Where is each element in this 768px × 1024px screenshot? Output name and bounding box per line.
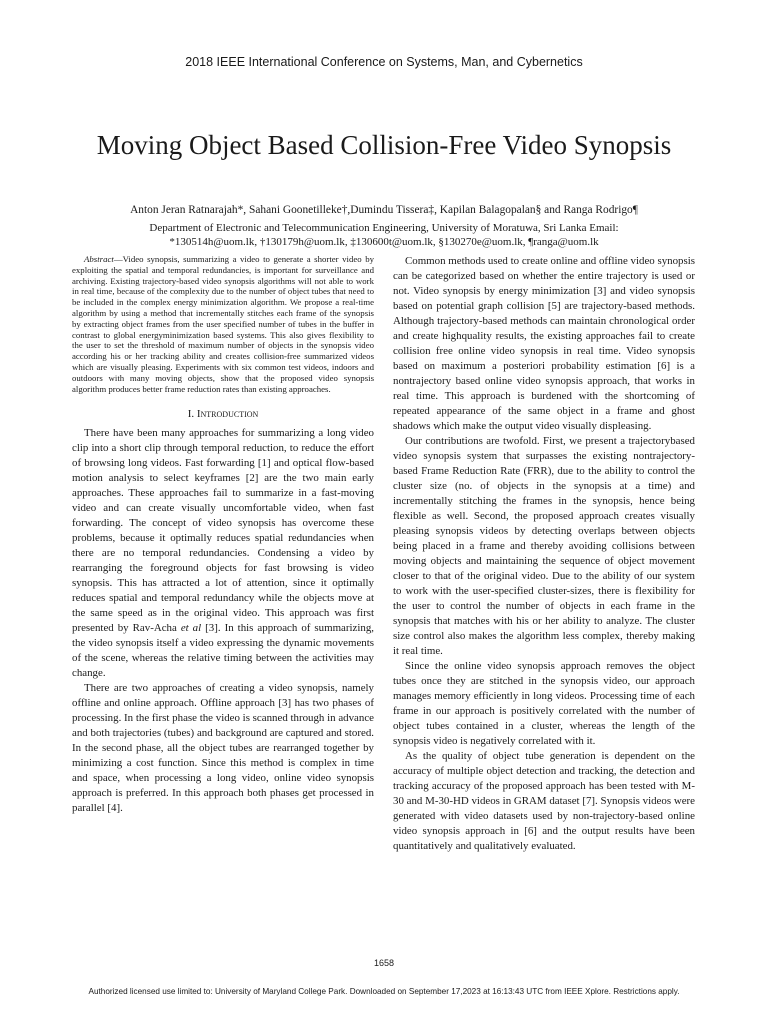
paragraph: Since the online video synopsis approach removes the object tubes once they are stitched in the synopsis video, our approach manages memory efficiently in long videos. Processing time of each frame in our approach is positively correlated with the number of object tubes contained in a cluster, whereas the length of the synopsis video is negatively correlated with it. (393, 660, 695, 747)
section-title: Introduction (196, 408, 259, 421)
conference-header: 2018 IEEE International Conference on Systems, Man, and Cybernetics (185, 55, 583, 69)
paragraph-text: There have been many approaches for summarizing a long video clip into a short clip through temporal reduction, to reduce the effort of browsing long videos. Fast forwarding [1] and optical flow-based motion analysis to select keyframes [2] are the two main early approaches. These approaches fail to summarize in a fast-moving video and can create visually uncomfortable video, when fast forwarding. The concept of video synopsis has overcome these problems, because it optimally reduces spatial redundancies when there are no temporal redundancies. Condensing a video by rearranging the foreground objects for fast browsing is video synopsis. This has attracted a lot of attention, since it optimally reduces spatial and temporal redundancy while the objects move at the same speed as in the original video. This approach was first presented by (72, 427, 374, 635)
affiliation: Department of Electronic and Telecommunication Engineering, University of Moratuwa, Sri Lanka Email: (149, 222, 619, 234)
paragraph (72, 426, 374, 681)
page-number: 1658 (373, 958, 395, 968)
email-list: *130514h@uom.lk, †130179h@uom.lk, ‡130600t@uom.lk, §130270e@uom.lk, ¶ranga@uom.lk (169, 236, 599, 248)
section-heading (72, 408, 374, 420)
right-column (393, 254, 695, 854)
paper-title: Moving Object Based Collision-Free Video Synopsis (96, 130, 672, 160)
abstract (72, 254, 374, 394)
abstract-label: Abstract (84, 254, 114, 264)
license-notice: Authorized licensed use limited to: University of Maryland College Park. Downloaded on September 17,2023 at 16:13:43 UTC from IEEE Xplore. Restrictions apply. (88, 987, 680, 996)
section-number: I. (187, 408, 195, 421)
paragraph: As the quality of object tube generation is dependent on the accuracy of multiple object detection and tracking, the detection and tracking accuracy of the proposed approach has been tested with M-30 and M-30-HD videos in GRAM dataset [7]. Synopsis videos were generated with video datasets used by non-trajectory-based online video synopsis approach in [6] and the output results have been quantitatively and qualitatively evaluated. (393, 750, 695, 852)
paragraph: There are two approaches of creating a video synopsis, namely offline and online approach. Offline approach [3] has two phases of processing. In the first phase the video is scanned through in advance and both trajectories (tubes) and background are captured and stored. In the second phase, all the object tubes are rearranged together by minimizing a cost function. Since this method is complex in time and space, when processing a long video, online video synopsis approach is preferred. In this approach both phases get processed in parallel [4]. (72, 682, 374, 815)
paragraph-text: Rav-Acha (132, 622, 181, 635)
paragraph: Our contributions are twofold. First, we present a trajectorybased video synopsis system that surpasses the existing nontrajectory-based Frame Reduction Rate (FRR), due to the ability to control the cluster size (no. of objects in the synopsis at a time) and incrementally stitching the frames in the synopsis, hence being flexible as well. Second, the proposed approach creates visually pleasing synopsis videos by detecting overlaps between objects being placed in a frame and thereby avoiding collisions between moving objects and maintaining the sequence of object movement closer to that of the original video. Due to the ability of our system to work with the user-specified cluster-sizes, there is flexibility for the user to control the number of objects in each frame in the synopsis that matches with his or her ability to analyze. The cluster size control also makes the algorithm less complex, thereby making it real time. (393, 435, 695, 657)
left-column (72, 254, 374, 816)
paragraph: Common methods used to create online and offline video synopsis can be categorized based on whether the entire trajectory is used or not. Video synopsis by energy minimization [3] and video synopsis based on potential graph collision [5] are trajectory-based methods. Although trajectory-based methods can maintain chronological order and create highquality results, the existing approaches fail to create collision free online video synopsis in real time. Video synopsis based on maximum a posteriori probability estimation [6] is a nontrajectory based online video synopsis approach, that works in real time. This approach is burdened with the shortcoming of repeated appearance of the same object in a frame and ghost shadows which make the output video visually displeasing. (393, 255, 695, 432)
abstract-text: —Video synopsis, summarizing a video to generate a shorter video by exploiting the spatial and temporal redundancies, is important for surveillance and archiving. Existing trajectory-based video synopsis algorithms will not able to work in real time, because of the complexity due to the number of object tubes that need to be included in the complex energy minimization algorithm. We propose a real-time algorithm by using a method that incrementally stitches each frame of the synopsis by extracting object frames from the user specified number of tubes in the buffer in contrast to global energyminimization based systems. This also gives flexibility to the user to set the threshold of maximum number of objects in the synopsis video according his or her tracking ability and creates collision-free summarized videos which are visually pleasing. Experiments with six common test videos, indoors and outdoors with many moving objects, show that the proposed video synopsis algorithm produces better frame reduction rates than existing approaches. (72, 254, 374, 394)
paragraph-text: [3]. In this approach of summarizing, the video synopsis itself a video expressing the dynamic movements of the scene, whereas the relative timing between the activities may change. (72, 622, 374, 680)
paragraph-text-italic: et al (180, 622, 202, 635)
author-list: Anton Jeran Ratnarajah*, Sahani Goonetilleke†,Dumindu Tissera‡, Kapilan Balagopalan§ and Ranga Rodrigo¶ (130, 204, 638, 216)
